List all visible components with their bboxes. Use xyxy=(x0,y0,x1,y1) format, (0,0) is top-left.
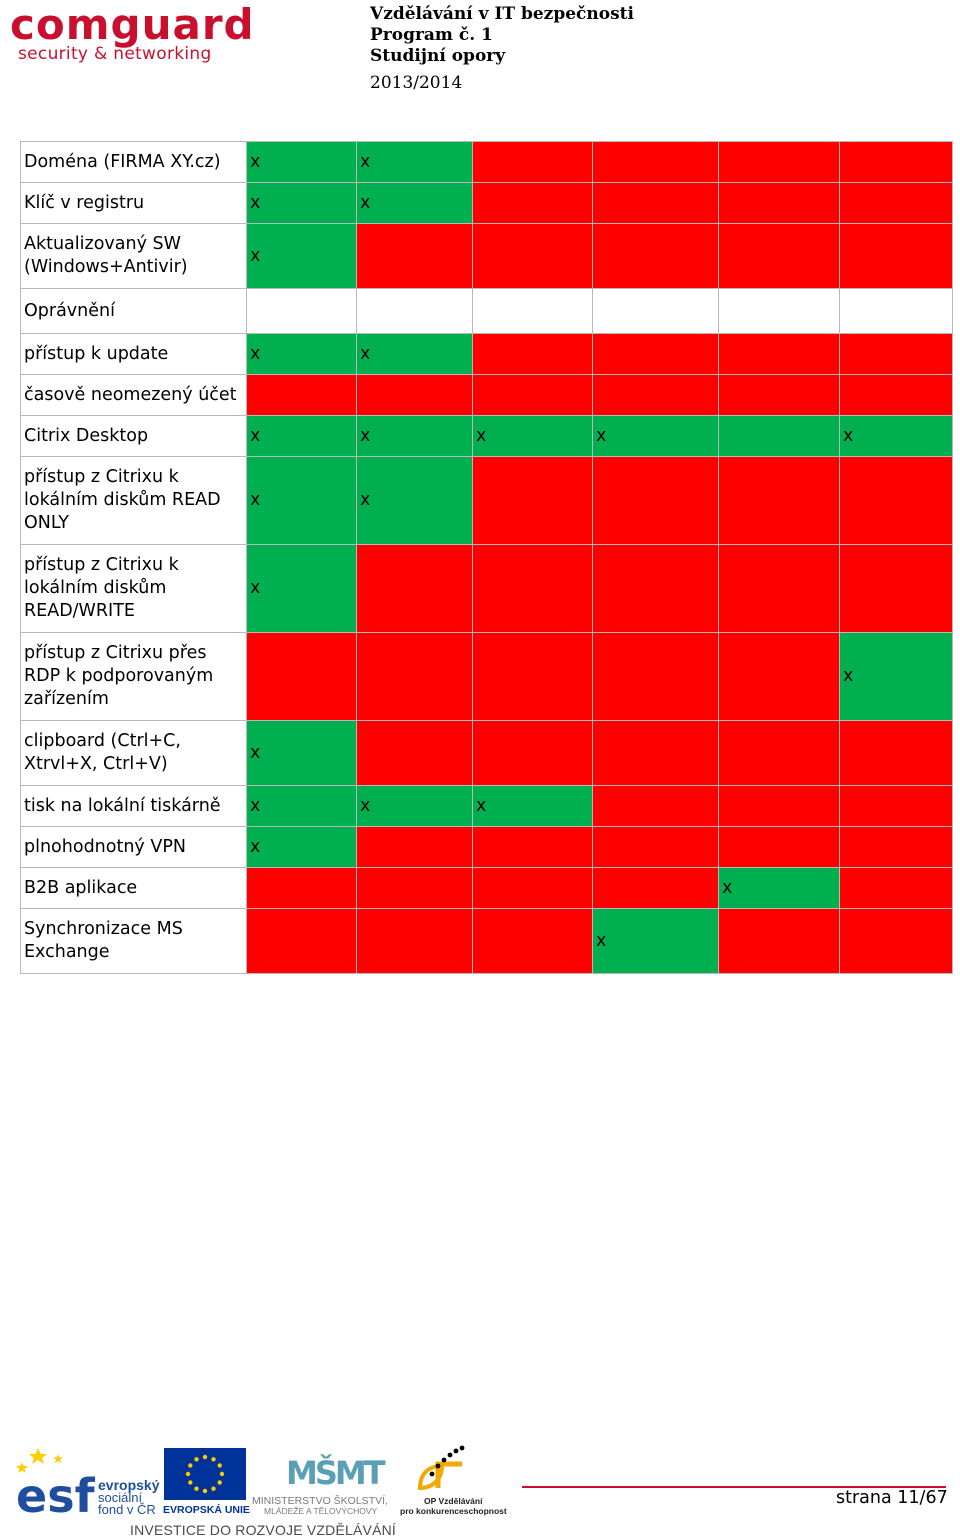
eu-label: EVROPSKÁ UNIE xyxy=(163,1504,250,1516)
matrix-cell xyxy=(593,868,719,909)
msmt-text-2: MLÁDEŽE A TĚLOVÝCHOVY xyxy=(264,1506,378,1516)
row-label: přístup z Citrixu přes RDP k podporovaným zařízením xyxy=(21,633,247,721)
matrix-cell: x xyxy=(357,457,473,545)
matrix-cell xyxy=(593,289,719,334)
matrix-cell xyxy=(357,868,473,909)
matrix-cell xyxy=(840,827,953,868)
matrix-cell: x xyxy=(357,183,473,224)
matrix-row xyxy=(21,334,953,375)
matrix-cell xyxy=(840,868,953,909)
header-course-title: Vzdělávání v IT bezpečnosti xyxy=(370,4,634,24)
matrix-cell xyxy=(357,545,473,633)
matrix-row xyxy=(21,909,953,974)
page-number: strana 11/67 xyxy=(836,1488,948,1508)
row-label: Aktualizovaný SW (Windows+Antivir) xyxy=(21,224,247,289)
opvk-text-2: pro konkurenceschopnost xyxy=(400,1506,507,1516)
row-label: Klíč v registru xyxy=(21,183,247,224)
matrix-cell xyxy=(473,142,593,183)
esf-logo xyxy=(14,1444,160,1523)
matrix-cell xyxy=(357,827,473,868)
matrix-cell xyxy=(593,183,719,224)
row-label: přístup z Citrixu k lokálním diskům READ/WRITE xyxy=(21,545,247,633)
matrix-cell xyxy=(473,334,593,375)
matrix-row xyxy=(21,721,953,786)
matrix-row xyxy=(21,416,953,457)
matrix-cell xyxy=(473,633,593,721)
matrix-cell xyxy=(719,721,840,786)
matrix-row xyxy=(21,827,953,868)
row-label: B2B aplikace xyxy=(21,868,247,909)
matrix-cell xyxy=(357,375,473,416)
logo-wordmark: comguard xyxy=(10,0,255,49)
eu-star xyxy=(203,1455,207,1459)
eu-star xyxy=(203,1489,207,1493)
matrix-cell xyxy=(357,633,473,721)
eu-star xyxy=(194,1457,198,1461)
eu-star xyxy=(188,1480,192,1484)
matrix-cell xyxy=(593,786,719,827)
matrix-cell xyxy=(473,545,593,633)
matrix-cell xyxy=(840,909,953,974)
matrix-cell xyxy=(593,545,719,633)
eu-star xyxy=(211,1487,215,1491)
matrix-row xyxy=(21,183,953,224)
matrix-cell xyxy=(593,334,719,375)
matrix-cell: x xyxy=(593,416,719,457)
matrix-cell xyxy=(719,334,840,375)
matrix-cell: x xyxy=(473,786,593,827)
matrix-cell: x xyxy=(357,786,473,827)
matrix-cell xyxy=(840,183,953,224)
matrix-cell xyxy=(840,545,953,633)
matrix-row xyxy=(21,142,953,183)
row-label: Synchronizace MS Exchange xyxy=(21,909,247,974)
svg-text:MŠMT: MŠMT xyxy=(286,1454,383,1492)
matrix-cell xyxy=(719,224,840,289)
eu-flag-logo xyxy=(162,1446,250,1516)
header-study-materials: Studijní opory xyxy=(370,46,506,66)
matrix-cell: x xyxy=(247,224,357,289)
matrix-cell xyxy=(357,909,473,974)
row-label: Doména (FIRMA XY.cz) xyxy=(21,142,247,183)
matrix-cell: x xyxy=(247,786,357,827)
row-label: přístup k update xyxy=(21,334,247,375)
logo-subtitle: security & networking xyxy=(18,44,212,64)
header-year: 2013/2014 xyxy=(370,73,463,93)
matrix-cell: x xyxy=(473,416,593,457)
matrix-cell xyxy=(840,224,953,289)
matrix-cell xyxy=(719,457,840,545)
matrix-cell xyxy=(840,786,953,827)
matrix-cell: x xyxy=(719,868,840,909)
eu-star xyxy=(218,1463,222,1467)
row-label: Citrix Desktop xyxy=(21,416,247,457)
matrix-cell xyxy=(719,827,840,868)
matrix-cell: x xyxy=(357,142,473,183)
msmt-text-1: MINISTERSTVO ŠKOLSTVÍ, xyxy=(252,1495,388,1507)
row-label: časově neomezený účet xyxy=(21,375,247,416)
row-label: tisk na lokální tiskárně xyxy=(21,786,247,827)
matrix-cell xyxy=(473,375,593,416)
matrix-cell xyxy=(840,721,953,786)
matrix-cell: x xyxy=(593,909,719,974)
matrix-cell xyxy=(593,142,719,183)
page-footer xyxy=(0,1440,960,1540)
opvk-text-1: OP Vzdělávání xyxy=(424,1496,483,1506)
eu-star xyxy=(188,1463,192,1467)
matrix-cell xyxy=(719,183,840,224)
matrix-cell xyxy=(473,868,593,909)
matrix-cell: x xyxy=(247,334,357,375)
matrix-cell xyxy=(719,545,840,633)
matrix-cell xyxy=(473,827,593,868)
matrix-row xyxy=(21,868,953,909)
matrix-cell xyxy=(473,457,593,545)
matrix-row xyxy=(21,633,953,721)
row-label: Oprávnění xyxy=(21,289,247,334)
matrix-cell xyxy=(840,142,953,183)
matrix-cell xyxy=(473,183,593,224)
investice-slogan: INVESTICE DO ROZVOJE VZDĚLÁVÁNÍ xyxy=(130,1522,397,1538)
esf-text-3: fond v ČR xyxy=(98,1502,156,1517)
matrix-cell xyxy=(840,334,953,375)
matrix-row xyxy=(21,457,953,545)
msmt-logo xyxy=(252,1444,394,1516)
matrix-cell: x xyxy=(357,416,473,457)
matrix-cell xyxy=(473,721,593,786)
matrix-cell xyxy=(593,721,719,786)
matrix-row xyxy=(21,786,953,827)
matrix-cell xyxy=(247,633,357,721)
matrix-cell xyxy=(593,224,719,289)
header-program: Program č. 1 xyxy=(370,25,493,45)
matrix-cell xyxy=(840,457,953,545)
matrix-row xyxy=(21,224,953,289)
matrix-cell xyxy=(473,289,593,334)
matrix-cell: x xyxy=(247,827,357,868)
permissions-matrix xyxy=(20,141,953,974)
matrix-cell: x xyxy=(357,334,473,375)
row-label: plnohodnotný VPN xyxy=(21,827,247,868)
matrix-cell: x xyxy=(247,721,357,786)
matrix-cell xyxy=(593,375,719,416)
eu-star xyxy=(186,1472,190,1476)
matrix-cell xyxy=(473,909,593,974)
matrix-cell xyxy=(593,633,719,721)
eu-star xyxy=(211,1457,215,1461)
matrix-cell xyxy=(247,909,357,974)
matrix-cell xyxy=(840,289,953,334)
matrix-cell xyxy=(719,375,840,416)
matrix-row xyxy=(21,375,953,416)
row-label: přístup z Citrixu k lokálním diskům READ ONLY xyxy=(21,457,247,545)
matrix-cell xyxy=(719,633,840,721)
matrix-cell xyxy=(593,827,719,868)
eu-star xyxy=(220,1472,224,1476)
matrix-cell xyxy=(247,868,357,909)
esf-text-1: evropský xyxy=(98,1477,160,1493)
matrix-cell xyxy=(357,224,473,289)
row-label: clipboard (Ctrl+C, Xtrvl+X, Ctrl+V) xyxy=(21,721,247,786)
comguard-logo xyxy=(10,0,280,64)
matrix-cell: x xyxy=(840,416,953,457)
document-header xyxy=(370,4,930,94)
matrix-cell xyxy=(719,289,840,334)
op-vk-logo xyxy=(398,1444,507,1516)
matrix-cell xyxy=(593,457,719,545)
matrix-cell xyxy=(719,416,840,457)
matrix-cell xyxy=(357,289,473,334)
eu-star xyxy=(218,1480,222,1484)
matrix-cell: x xyxy=(247,457,357,545)
matrix-cell xyxy=(247,375,357,416)
matrix-row xyxy=(21,289,953,334)
matrix-cell xyxy=(719,142,840,183)
eu-star xyxy=(194,1487,198,1491)
matrix-cell xyxy=(719,786,840,827)
matrix-row xyxy=(21,545,953,633)
matrix-cell xyxy=(473,224,593,289)
matrix-cell xyxy=(719,909,840,974)
matrix-cell: x xyxy=(840,633,953,721)
matrix-cell: x xyxy=(247,183,357,224)
matrix-cell xyxy=(357,721,473,786)
matrix-cell xyxy=(247,289,357,334)
matrix-cell: x xyxy=(247,142,357,183)
matrix-cell: x xyxy=(247,416,357,457)
svg-text:esf: esf xyxy=(16,1469,95,1523)
matrix-cell: x xyxy=(247,545,357,633)
matrix-cell xyxy=(840,375,953,416)
esf-text-2: sociální xyxy=(98,1490,143,1505)
